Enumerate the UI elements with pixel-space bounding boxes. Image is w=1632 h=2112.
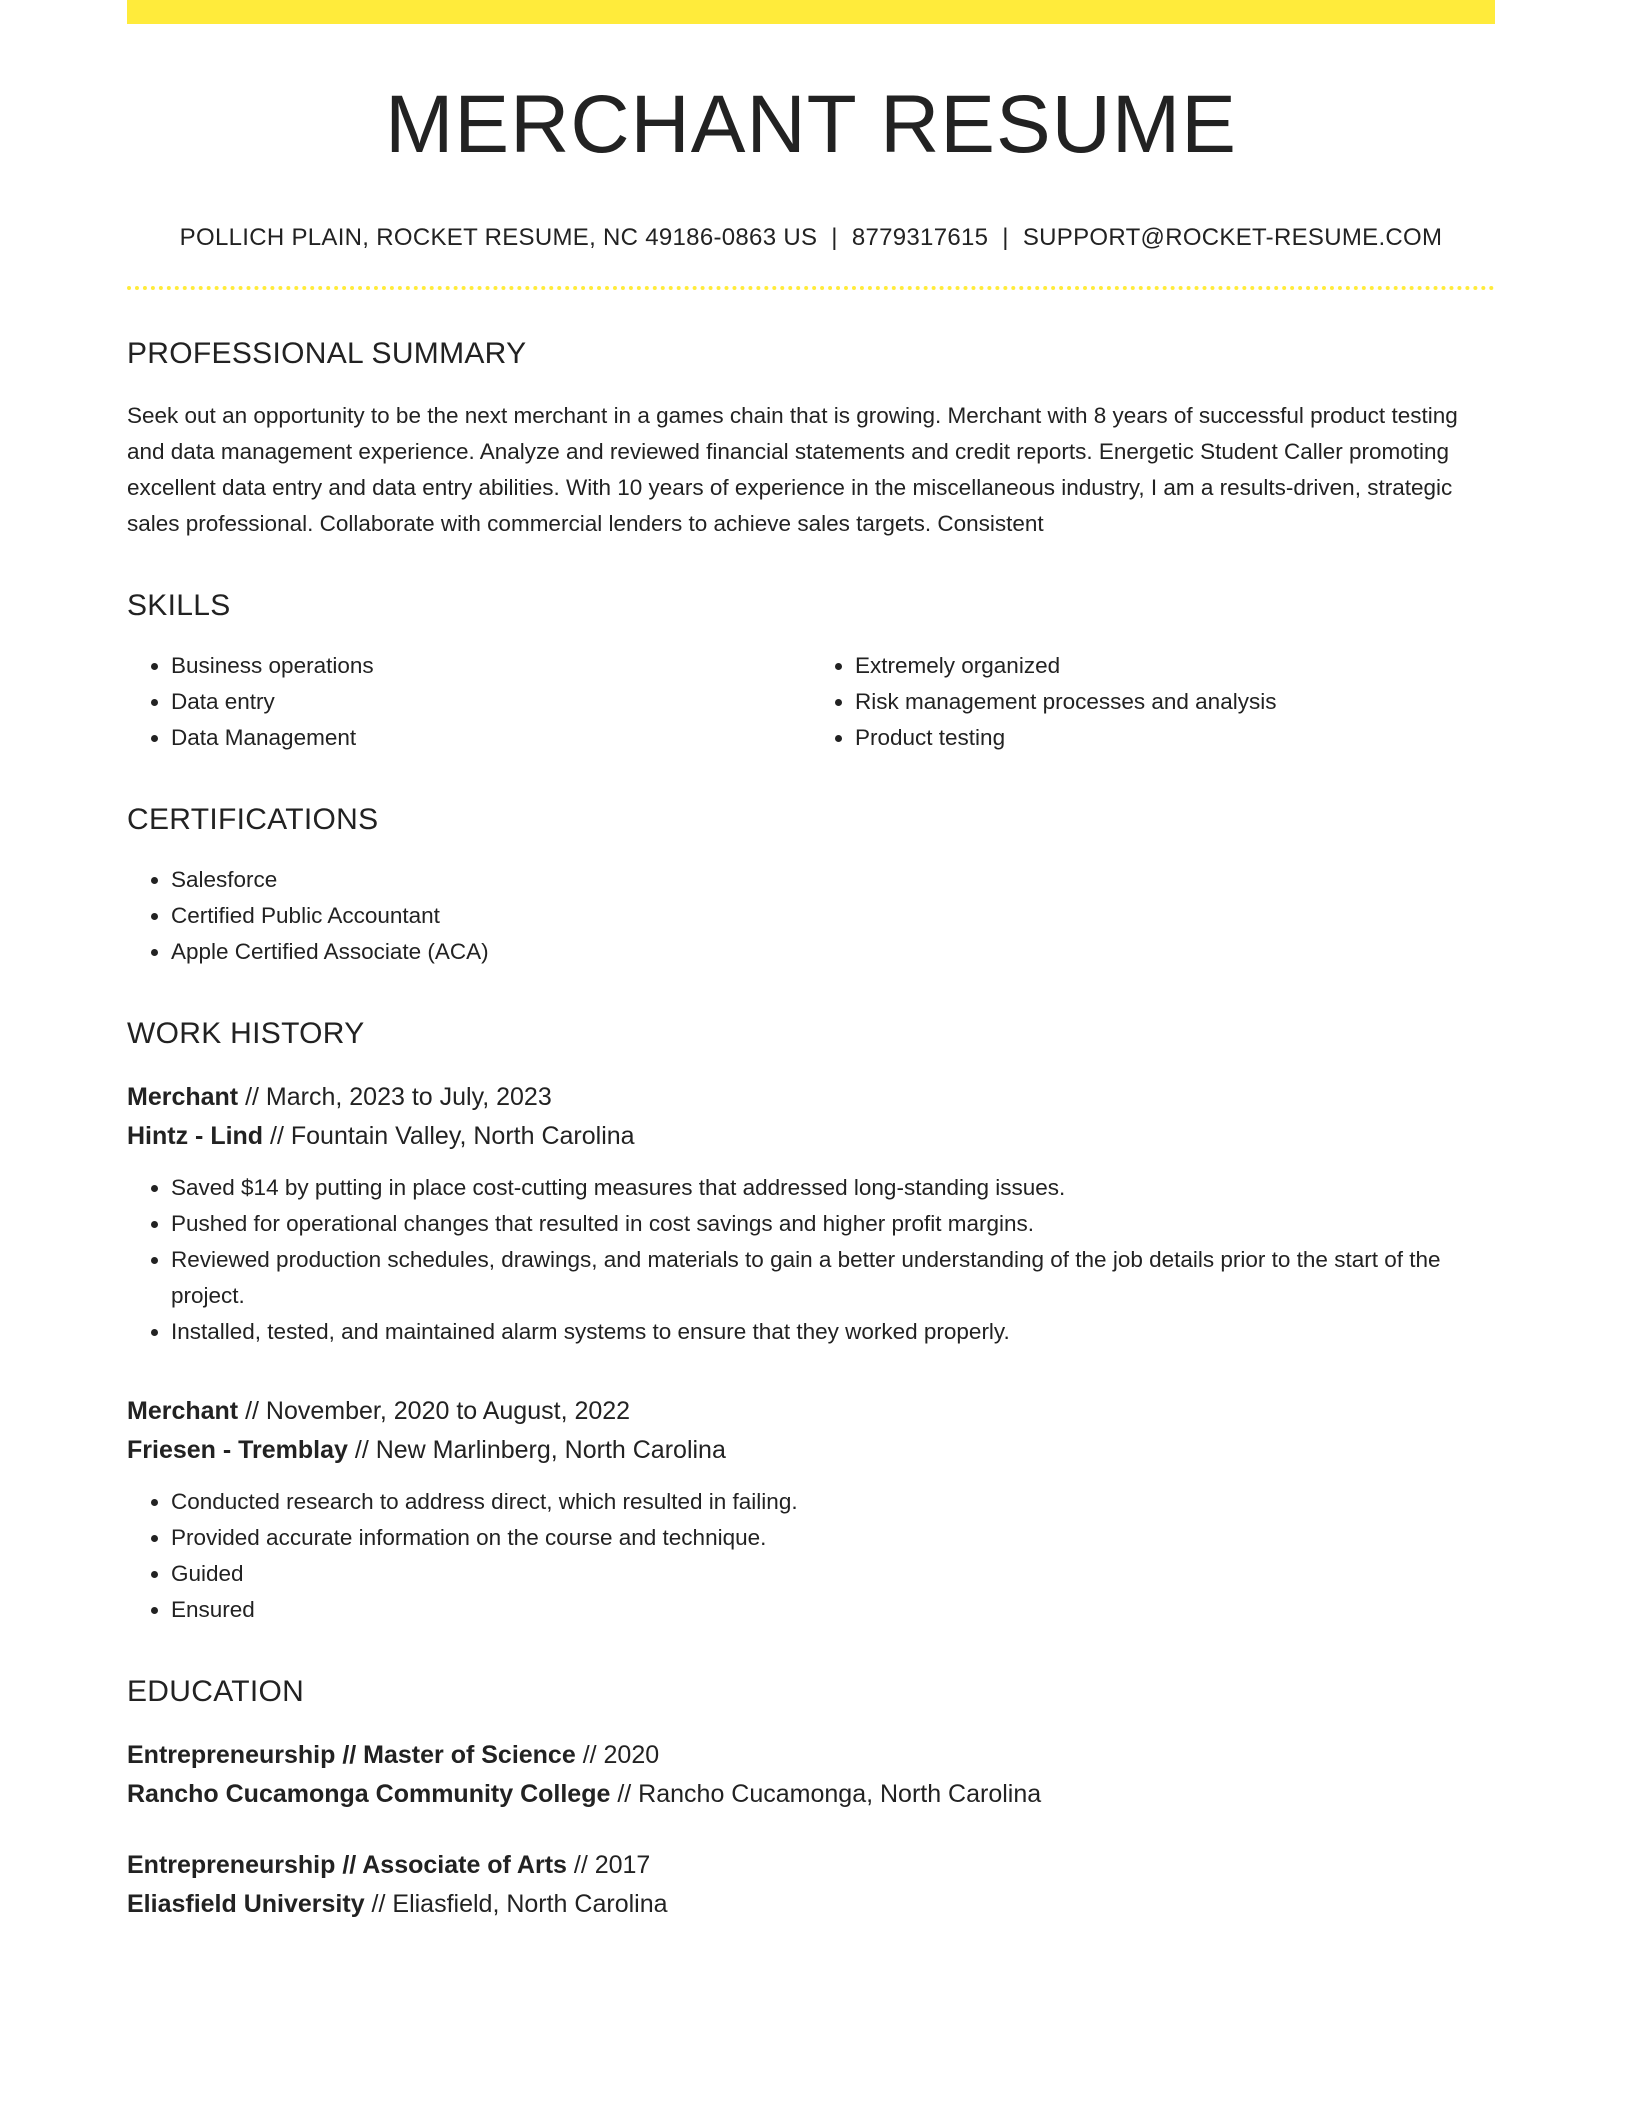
education-year: // 2020: [575, 1741, 660, 1769]
contact-phone: 8779317615: [851, 224, 989, 251]
education-school-line: [127, 1885, 1495, 1924]
top-accent-bar: [127, 0, 1495, 24]
certification-item: • Apple Certified Associate (ACA): [171, 934, 1495, 970]
skills-list-right: [811, 648, 1495, 756]
job-title-line: [127, 1392, 1495, 1431]
summary-text: Seek out an opportunity to be the next merchant in a games chain that is growing. Merchant with 8 years of successful product testing and data management experience. Analyze and reviewed financial statements and credit reports. Energetic Student Caller promoting excellent data entry and data entry abilities. With 10 years of experience in the miscellaneous industry, I am a results-driven, strategic sales professional. Collaborate with commercial lenders to achieve sales targets. Consistent: [127, 403, 1458, 536]
job-location: // New Marlinberg, North Carolina: [347, 1436, 726, 1464]
job-location: // Fountain Valley, North Carolina: [263, 1122, 635, 1150]
skill-item: • Product testing: [855, 720, 1495, 756]
education-school: Rancho Cucamonga Community College: [127, 1780, 611, 1808]
job-bullet: • Provided accurate information on the course and technique.: [171, 1520, 1495, 1556]
job-entry: [127, 1078, 1495, 1350]
job-title-line: [127, 1078, 1495, 1117]
education-heading: EDUCATION: [127, 1675, 305, 1708]
job-bullet: • Reviewed production schedules, drawings, and materials to gain a better understanding of the job details prior to the start of the project.: [171, 1242, 1495, 1314]
work-history-heading: WORK HISTORY: [127, 1017, 365, 1050]
education-location: // Eliasfield, North Carolina: [364, 1890, 668, 1918]
job-dates: // November, 2020 to August, 2022: [238, 1397, 631, 1425]
education-degree: Entrepreneurship // Associate of Arts: [127, 1851, 567, 1879]
resume-page: [127, 0, 1495, 1924]
job-title: Merchant: [127, 1397, 239, 1425]
contact-address: POLLICH PLAIN, ROCKET RESUME, NC 49186-0863 US: [179, 224, 818, 251]
job-bullet: • Installed, tested, and maintained alarm systems to ensure that they worked properly.: [171, 1314, 1495, 1350]
job-bullet: • Saved $14 by putting in place cost-cutting measures that addressed long-standing issues.: [171, 1170, 1495, 1206]
education-school-line: [127, 1775, 1495, 1814]
education-school: Eliasfield University: [127, 1890, 365, 1918]
job-title: Merchant: [127, 1083, 239, 1111]
job-entry: [127, 1392, 1495, 1628]
job-bullets: [127, 1484, 1495, 1628]
contact-line: [127, 224, 1495, 252]
contact-separator: |: [831, 224, 838, 251]
skill-item: • Risk management processes and analysis: [855, 684, 1495, 720]
job-bullet: • Pushed for operational changes that resulted in cost savings and higher profit margins.: [171, 1206, 1495, 1242]
job-company-line: [127, 1431, 1495, 1470]
job-company: Friesen - Tremblay: [127, 1436, 348, 1464]
skill-item: • Business operations: [171, 648, 811, 684]
job-bullet: • Conducted research to address direct, which resulted in failing.: [171, 1484, 1495, 1520]
skills-columns: [127, 648, 1495, 756]
contact-email: SUPPORT@ROCKET-RESUME.COM: [1022, 224, 1443, 251]
job-bullets: [127, 1170, 1495, 1350]
summary-heading: PROFESSIONAL SUMMARY: [127, 337, 527, 370]
education-location: // Rancho Cucamonga, North Carolina: [610, 1780, 1042, 1808]
certification-item: • Salesforce: [171, 862, 1495, 898]
job-bullet: • Guided: [171, 1556, 1495, 1592]
contact-separator: |: [1002, 224, 1009, 251]
education-entry: [127, 1736, 1495, 1814]
job-company: Hintz - Lind: [127, 1122, 264, 1150]
certifications-list: [127, 862, 1495, 970]
education-degree-line: [127, 1736, 1495, 1775]
education-degree: Entrepreneurship // Master of Science: [127, 1741, 576, 1769]
skills-list-left: [127, 648, 811, 756]
job-bullet: • Ensured: [171, 1592, 1495, 1628]
skill-item: • Extremely organized: [855, 648, 1495, 684]
job-dates: // March, 2023 to July, 2023: [238, 1083, 552, 1111]
certification-item: • Certified Public Accountant: [171, 898, 1495, 934]
skill-item: • Data Management: [171, 720, 811, 756]
skill-item: • Data entry: [171, 684, 811, 720]
resume-title: MERCHANT RESUME: [385, 79, 1237, 170]
certifications-heading: CERTIFICATIONS: [127, 803, 379, 836]
education-year: // 2017: [566, 1851, 651, 1879]
skills-heading: SKILLS: [127, 589, 231, 622]
education-entry: [127, 1846, 1495, 1924]
job-company-line: [127, 1117, 1495, 1156]
education-degree-line: [127, 1846, 1495, 1885]
dotted-divider: [127, 286, 1495, 290]
